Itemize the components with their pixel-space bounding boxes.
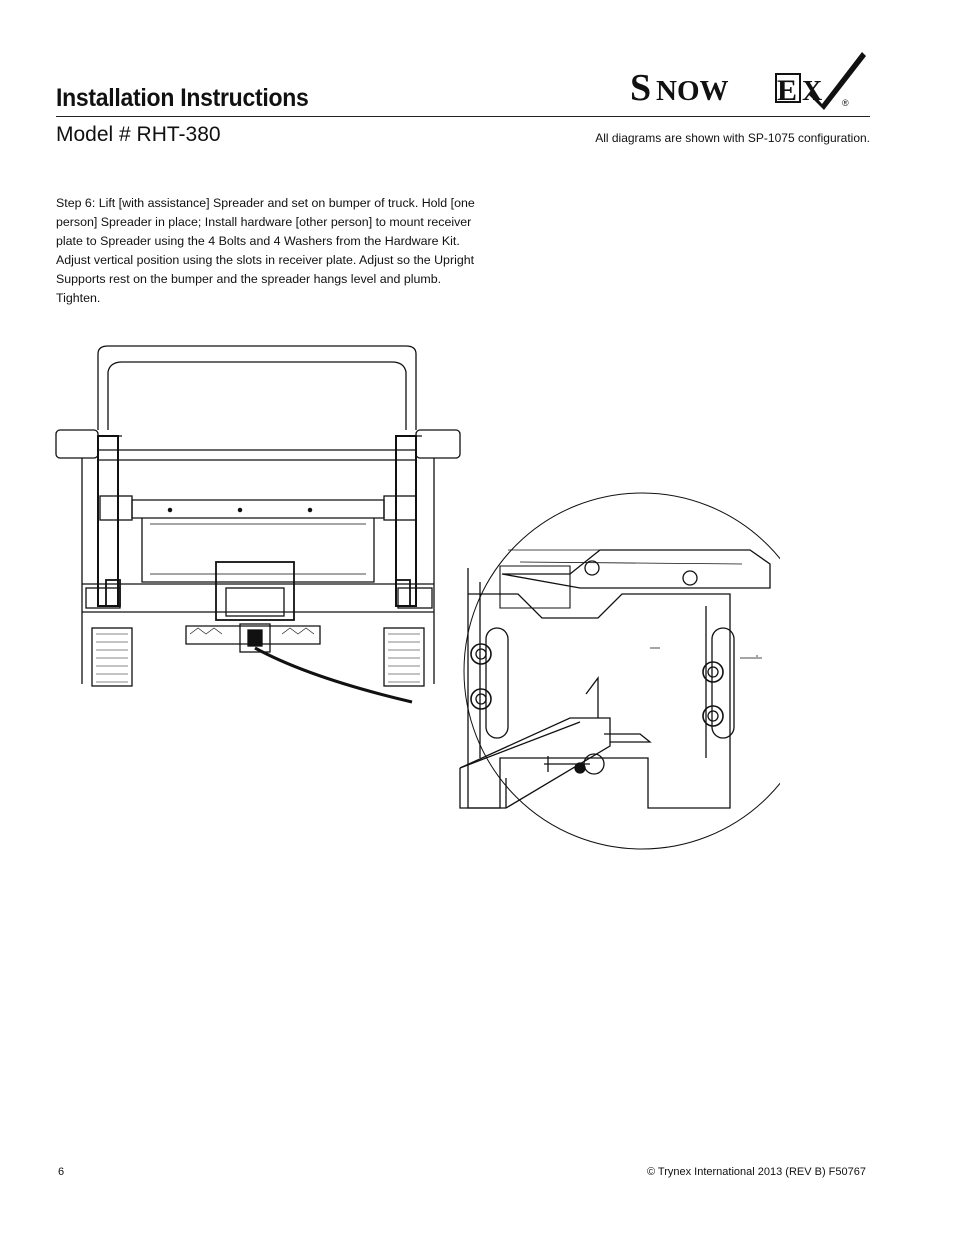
copyright-notice: © Trynex International 2013 (REV B) F50767 bbox=[646, 1166, 866, 1178]
spreader-frame bbox=[98, 436, 422, 606]
svg-text:®: ® bbox=[842, 98, 849, 108]
header-rule bbox=[56, 116, 870, 117]
receiver-mount bbox=[216, 562, 412, 702]
svg-text:X: X bbox=[802, 76, 823, 107]
step-6-instructions: Step 6: Lift [with assistance] Spreader and set on bumper of truck. Hold [one person] Spreader in place; Install hardware [other person] to mount receiver plate to Spreader using the 4 Bolts and 4 Washers from the Hardware Kit. Adjust vertical position using the slots in receiver plate. Adjust so the Upright Supports rest on the bumper and the spreader hangs level and plumb. Tighten. bbox=[56, 196, 475, 305]
diagram-note: All diagrams are shown with SP-1075 configuration. bbox=[595, 131, 870, 145]
page-title: Installation Instructions bbox=[56, 84, 309, 112]
svg-text:E: E bbox=[777, 74, 798, 107]
snowex-logo bbox=[626, 48, 874, 110]
svg-text:S: S bbox=[630, 67, 652, 109]
detail-circle bbox=[460, 493, 780, 849]
installation-diagram bbox=[50, 338, 780, 858]
model-number: Model # RHT-380 bbox=[56, 123, 221, 146]
page-number: 6 bbox=[58, 1166, 65, 1178]
svg-text:NOW: NOW bbox=[656, 75, 729, 107]
